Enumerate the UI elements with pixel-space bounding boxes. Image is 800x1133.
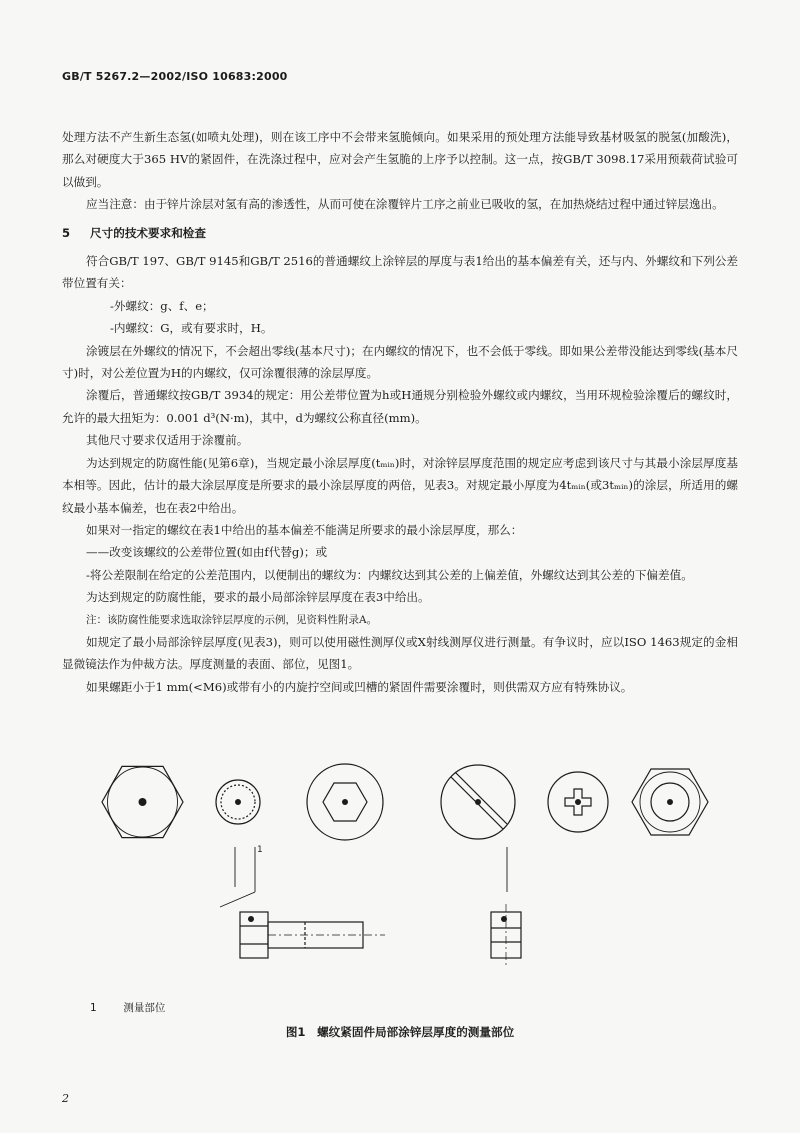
measurement-figure bbox=[95, 752, 715, 982]
legend-text: 测量部位 bbox=[123, 1002, 166, 1014]
figure-legend bbox=[90, 1000, 165, 1015]
paragraph: 如果对一指定的螺纹在表1中给出的基本偏差不能满足所要求的最小涂层厚度，那么： bbox=[86, 522, 523, 537]
paragraph: 处理方法不产生新生态氢(如喷丸处理)，则在该工序中不会带来氢脆倾向。如果采用的预处理方法能导致基材吸氢的脱氢(加酸洗)，那么对硬度大于365 HV的紧固件，在洗涤过程中，应对会产生氢脆的上序予以控制。这一点，按GB/T 3098.17采用预载荷试验可以做到。 bbox=[62, 130, 738, 189]
standard-header: GB/T 5267.2—2002/ISO 10683:2000 bbox=[62, 70, 288, 83]
bolt-side-view bbox=[240, 912, 385, 958]
paragraph: 为达到规定的防腐性能，要求的最小局部涂锌层厚度在表3中给出。 bbox=[86, 590, 430, 605]
cross-recess-head-top-view bbox=[548, 772, 608, 832]
section-heading bbox=[62, 222, 738, 244]
hex-nut-top-view bbox=[632, 769, 708, 835]
intro-paragraphs bbox=[62, 126, 738, 216]
paragraph: 如规定了最小局部涂锌层厚度(见表3)，则可以使用磁性测厚仪或X射线测厚仪进行测量。有争议时，应以ISO 1463规定的金相显微镜法作为仲裁方法。厚度测量的表面、部位，见图1。 bbox=[62, 634, 738, 672]
paragraph: 涂覆后，普通螺纹按GB/T 3934的规定：用公差带位置为h或H通规分别检验外螺纹或内螺纹，当用环规检验涂覆后的螺纹时，允许的最大扭矩为：0.001 d³(N·m)，其中，d为螺纹公称直径(mm)。 bbox=[62, 388, 738, 425]
round-head-top-view bbox=[216, 780, 260, 824]
section-number: 5 bbox=[62, 225, 71, 240]
paragraph: 注：该防腐性能要求选取涂锌层厚度的示例，见资料性附录A。 bbox=[86, 613, 378, 626]
figure-caption: 图1 螺纹紧固件局部涂锌层厚度的测量部位 bbox=[285, 1025, 515, 1039]
hex-head-top-view bbox=[102, 766, 183, 837]
paragraph: 为达到规定的防腐性能(见第6章)，当规定最小涂层厚度(tₘᵢₙ)时，对涂锌层厚度范围的规定应考虑到该尺寸与其最小涂层厚度基本相等。因此，估计的最大涂层厚度是所要求的最小涂层厚度的两倍，见表3。对规定最小厚度为4tₘᵢₙ(或3tₘᵢₙ)的涂层，所适用的螺纹最小基本偏差，也在表2中给出。 bbox=[62, 455, 738, 515]
paragraph: -内螺纹：G，或有要求时，H。 bbox=[110, 321, 273, 336]
socket-head-top-view bbox=[307, 764, 383, 840]
paragraph: -外螺纹：g、f、e； bbox=[110, 298, 214, 313]
paragraph: 如果螺距小于1 mm(<M6)或带有小的内旋拧空间或凹槽的紧固件需要涂覆时，则供需双方应有特殊协议。 bbox=[86, 679, 633, 694]
paragraph: 应当注意：由于锌片涂层对氢有高的渗透性，从而可使在涂覆锌片工序之前业已吸收的氢，在加热烧结过程中通过锌层逸出。 bbox=[86, 197, 724, 212]
paragraph: 符合GB/T 197、GB/T 9145和GB/T 2516的普通螺纹上涂锌层的厚度与表1给出的基本偏差有关，还与内、外螺纹和下列公差带位置有关： bbox=[62, 254, 738, 291]
nut-side-view bbox=[491, 904, 521, 966]
paragraph: -将公差限制在给定的公差范围内，以便制出的螺纹为：内螺纹达到其公差的上偏差值，外螺纹达到其公差的下偏差值。 bbox=[86, 567, 693, 582]
slotted-head-top-view bbox=[441, 765, 515, 839]
section-title: 尺寸的技术要求和检查 bbox=[90, 225, 206, 240]
page-number: 2 bbox=[62, 1092, 69, 1105]
paragraph: 其他尺寸要求仅适用于涂覆前。 bbox=[86, 433, 249, 448]
paragraph: ——改变该螺纹的公差带位置(如由f代替g)；或 bbox=[86, 545, 328, 560]
section-paragraphs bbox=[62, 250, 738, 698]
callout-number: 1 bbox=[257, 845, 263, 855]
document-body bbox=[62, 126, 738, 698]
legend-key: 1 bbox=[90, 1002, 97, 1014]
paragraph: 涂镀层在外螺纹的情况下，不会超出零线(基本尺寸)；在内螺纹的情况下，也不会低于零线。即如果公差带没能达到零线(基本尺寸)时，对公差位置为H的内螺纹，仅可涂覆很薄的涂层厚度。 bbox=[62, 343, 738, 381]
